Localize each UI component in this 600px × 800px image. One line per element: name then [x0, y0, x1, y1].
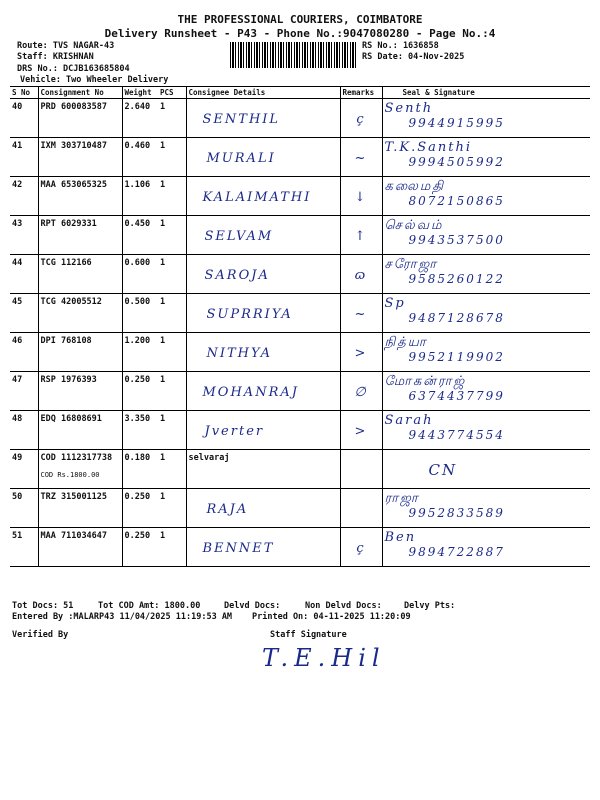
- cell-pcs: 1: [158, 528, 186, 567]
- cell-consignee: [186, 294, 340, 333]
- col-header-remarks: Remarks: [340, 87, 382, 99]
- cell-sno: 47: [10, 372, 38, 411]
- consignment-number: COD 1112317738: [40, 453, 113, 463]
- entered-by: Entered By :MALARP43 11/04/2025 11:19:53 AM: [12, 612, 233, 622]
- cell-seal-signature: [382, 450, 590, 489]
- cell-weight: 0.450: [122, 216, 158, 255]
- runsheet-subtitle: Delivery Runsheet - P43 - Phone No.:9047080280 - Page No.:4: [104, 27, 496, 40]
- table-row: [10, 450, 590, 489]
- cell-consignee: [186, 255, 340, 294]
- company-title: THE PROFESSIONAL COURIERS, COIMBATORE: [177, 13, 423, 26]
- consignee-handwritten-name: SENTHIL: [202, 112, 281, 127]
- cell-weight: 0.500: [122, 294, 158, 333]
- cell-pcs: 1: [158, 294, 186, 333]
- cell-consignment: TCG 42005512: [38, 294, 122, 333]
- table-row: [10, 177, 590, 216]
- total-cod-amount: Tot COD Amt: 1800.00: [98, 601, 201, 611]
- cell-sno: 41: [10, 138, 38, 177]
- cell-remarks: [340, 528, 382, 567]
- cell-seal-signature: [382, 177, 590, 216]
- staff-field: Staff: KRISHNAN: [17, 52, 94, 62]
- handwritten-signature: கலைமதி: [384, 179, 446, 194]
- col-header-consignment: Consignment No: [38, 87, 122, 99]
- cell-remarks: [340, 255, 382, 294]
- cell-weight: 0.250: [122, 489, 158, 528]
- handwritten-signature: செல்வம்: [384, 218, 444, 233]
- cell-remarks: [340, 99, 382, 138]
- cell-pcs: 1: [158, 411, 186, 450]
- remark-mark: ç: [356, 541, 366, 556]
- cell-seal-signature: [382, 489, 590, 528]
- cell-pcs: 1: [158, 372, 186, 411]
- printed-on: Printed On: 04-11-2025 11:20:09: [252, 612, 411, 622]
- handwritten-phone: 9585260122: [408, 272, 505, 286]
- handwritten-signature: Sp: [384, 296, 406, 311]
- cell-consignee: [186, 177, 340, 216]
- handwritten-phone: 9894722887: [408, 545, 505, 559]
- cell-remarks: [340, 333, 382, 372]
- cell-consignment: RPT 6029331: [38, 216, 122, 255]
- handwritten-phone: 9952833589: [408, 506, 505, 520]
- col-header-consignee: Consignee Details: [186, 87, 340, 99]
- table-row: [10, 138, 590, 177]
- cell-pcs: 1: [158, 333, 186, 372]
- handwritten-phone: 9994505992: [408, 155, 505, 169]
- remark-mark: >: [354, 346, 368, 361]
- remark-mark: ↑: [354, 229, 368, 244]
- cell-consignee: [186, 333, 340, 372]
- cell-consignee: [186, 528, 340, 567]
- cell-consignment: [38, 450, 122, 489]
- rs-number: RS No.: 1636858: [362, 41, 439, 51]
- staff-signature-label: Staff Signature: [270, 630, 347, 640]
- cell-remarks: [340, 216, 382, 255]
- cell-remarks: [340, 450, 382, 489]
- table-row: [10, 528, 590, 567]
- cell-seal-signature: [382, 294, 590, 333]
- remark-mark: ~: [354, 307, 368, 322]
- total-docs: Tot Docs: 51: [12, 601, 74, 611]
- drs-number: DRS No.: DCJB163685804: [17, 64, 130, 74]
- non-delivered-docs: Non Delvd Docs:: [305, 601, 382, 611]
- cell-weight: 0.460: [122, 138, 158, 177]
- cell-consignment: IXM 303710487: [38, 138, 122, 177]
- table-row: [10, 255, 590, 294]
- cell-seal-signature: [382, 411, 590, 450]
- consignee-handwritten-name: KALAIMATHI: [202, 190, 312, 205]
- cell-seal-signature: [382, 333, 590, 372]
- handwritten-phone: 6374437799: [408, 389, 505, 403]
- cell-consignment: RSP 1976393: [38, 372, 122, 411]
- cell-sno: 48: [10, 411, 38, 450]
- cell-consignee: [186, 450, 340, 489]
- table-header-row: [10, 87, 590, 99]
- handwritten-phone: 9944915995: [408, 116, 505, 130]
- consignee-details: selvaraj: [188, 453, 230, 463]
- cell-consignee: [186, 411, 340, 450]
- delivered-docs: Delvd Docs:: [224, 601, 281, 611]
- cell-remarks: [340, 294, 382, 333]
- remark-mark: ɷ: [354, 268, 368, 283]
- handwritten-phone: 8072150865: [408, 194, 505, 208]
- route-field: Route: TVS NAGAR-43: [17, 41, 115, 51]
- table-row: [10, 216, 590, 255]
- runsheet-table: [10, 86, 590, 567]
- table-row: [10, 411, 590, 450]
- col-header-pcs: PCS: [158, 87, 186, 99]
- cell-consignee: [186, 99, 340, 138]
- handwritten-signature: Senth: [384, 101, 434, 116]
- cell-remarks: [340, 411, 382, 450]
- cell-sno: 43: [10, 216, 38, 255]
- cell-seal-signature: [382, 528, 590, 567]
- staff-handwritten-signature: T.E.Hil: [262, 644, 386, 672]
- cell-seal-signature: [382, 99, 590, 138]
- verified-by-label: Verified By: [12, 630, 69, 640]
- cell-sno: 50: [10, 489, 38, 528]
- handwritten-signature: T.K.Santhi: [384, 140, 473, 155]
- handwritten-signature: Sarah: [384, 413, 434, 428]
- cell-consignee: [186, 489, 340, 528]
- handwritten-signature: மோகன்ராஜ்: [384, 374, 467, 389]
- cell-pcs: 1: [158, 177, 186, 216]
- cell-consignee: [186, 216, 340, 255]
- remark-mark: ç: [356, 112, 366, 127]
- cell-remarks: [340, 138, 382, 177]
- consignee-handwritten-name: SUPRRIYA: [206, 307, 293, 322]
- cod-amount-note: COD Rs.1800.00: [40, 471, 100, 479]
- handwritten-phone: 9943537500: [408, 233, 505, 247]
- handwritten-phone: 9487128678: [408, 311, 505, 325]
- remark-mark: ↓: [354, 190, 368, 205]
- handwritten-phone: 9952119902: [408, 350, 505, 364]
- consignee-handwritten-name: RAJA: [206, 502, 249, 517]
- remark-mark: ~: [354, 151, 368, 166]
- cell-consignment: MAA 653065325: [38, 177, 122, 216]
- cell-consignment: TRZ 315001125: [38, 489, 122, 528]
- table-row: [10, 294, 590, 333]
- handwritten-signature: சரோஜா: [384, 257, 439, 272]
- cell-sno: 45: [10, 294, 38, 333]
- vehicle-field: Vehicle: Two Wheeler Delivery: [20, 75, 169, 85]
- cell-pcs: 1: [158, 255, 186, 294]
- handwritten-signature: நித்யா: [384, 335, 428, 350]
- consignee-handwritten-name: SAROJA: [204, 268, 270, 283]
- consignee-handwritten-name: NITHYA: [206, 346, 272, 361]
- col-header-sno: S No: [10, 87, 38, 99]
- table-row: [10, 99, 590, 138]
- col-header-weight: Weight: [122, 87, 158, 99]
- cell-weight: 3.350: [122, 411, 158, 450]
- cell-consignment: MAA 711034647: [38, 528, 122, 567]
- cell-consignment: TCG 112166: [38, 255, 122, 294]
- cell-sno: 40: [10, 99, 38, 138]
- cell-sno: 44: [10, 255, 38, 294]
- cell-remarks: [340, 177, 382, 216]
- cell-seal-signature: [382, 216, 590, 255]
- cell-seal-signature: [382, 372, 590, 411]
- cell-weight: 1.200: [122, 333, 158, 372]
- cell-remarks: [340, 372, 382, 411]
- runsheet-rows: [10, 99, 590, 567]
- rs-date: RS Date: 04-Nov-2025: [362, 52, 465, 62]
- cell-weight: 0.180: [122, 450, 158, 489]
- delivery-points: Delvy Pts:: [404, 601, 456, 611]
- cell-consignment: PRD 600083587: [38, 99, 122, 138]
- cell-pcs: 1: [158, 99, 186, 138]
- consignee-handwritten-name: MURALI: [206, 151, 276, 166]
- cell-consignment: EDQ 16808691: [38, 411, 122, 450]
- consignee-handwritten-name: SELVAM: [204, 229, 274, 244]
- table-row: [10, 333, 590, 372]
- cell-consignment: DPI 768108: [38, 333, 122, 372]
- consignee-handwritten-name: BENNET: [202, 541, 275, 556]
- cell-sno: 49: [10, 450, 38, 489]
- consignee-handwritten-name: Jverter: [204, 424, 265, 439]
- consignee-handwritten-name: MOHANRAJ: [202, 385, 299, 400]
- remark-mark: >: [354, 424, 368, 439]
- cell-sno: 46: [10, 333, 38, 372]
- handwritten-signature: CN: [428, 461, 458, 479]
- cell-seal-signature: [382, 255, 590, 294]
- handwritten-signature: ராஜா: [384, 491, 420, 506]
- cell-weight: 0.600: [122, 255, 158, 294]
- cell-pcs: 1: [158, 138, 186, 177]
- handwritten-signature: Ben: [384, 530, 417, 545]
- remark-mark: ∅: [354, 385, 368, 400]
- barcode-icon: [230, 42, 358, 68]
- cell-pcs: 1: [158, 216, 186, 255]
- cell-consignee: [186, 372, 340, 411]
- cell-weight: 2.640: [122, 99, 158, 138]
- cell-pcs: 1: [158, 489, 186, 528]
- col-header-seal: Seal & Signature: [382, 87, 590, 99]
- table-row: [10, 372, 590, 411]
- handwritten-phone: 9443774554: [408, 428, 505, 442]
- cell-seal-signature: [382, 138, 590, 177]
- cell-weight: 0.250: [122, 372, 158, 411]
- table-row: [10, 489, 590, 528]
- cell-weight: 1.106: [122, 177, 158, 216]
- cell-sno: 51: [10, 528, 38, 567]
- cell-pcs: 1: [158, 450, 186, 489]
- cell-weight: 0.250: [122, 528, 158, 567]
- cell-consignee: [186, 138, 340, 177]
- cell-remarks: [340, 489, 382, 528]
- cell-sno: 42: [10, 177, 38, 216]
